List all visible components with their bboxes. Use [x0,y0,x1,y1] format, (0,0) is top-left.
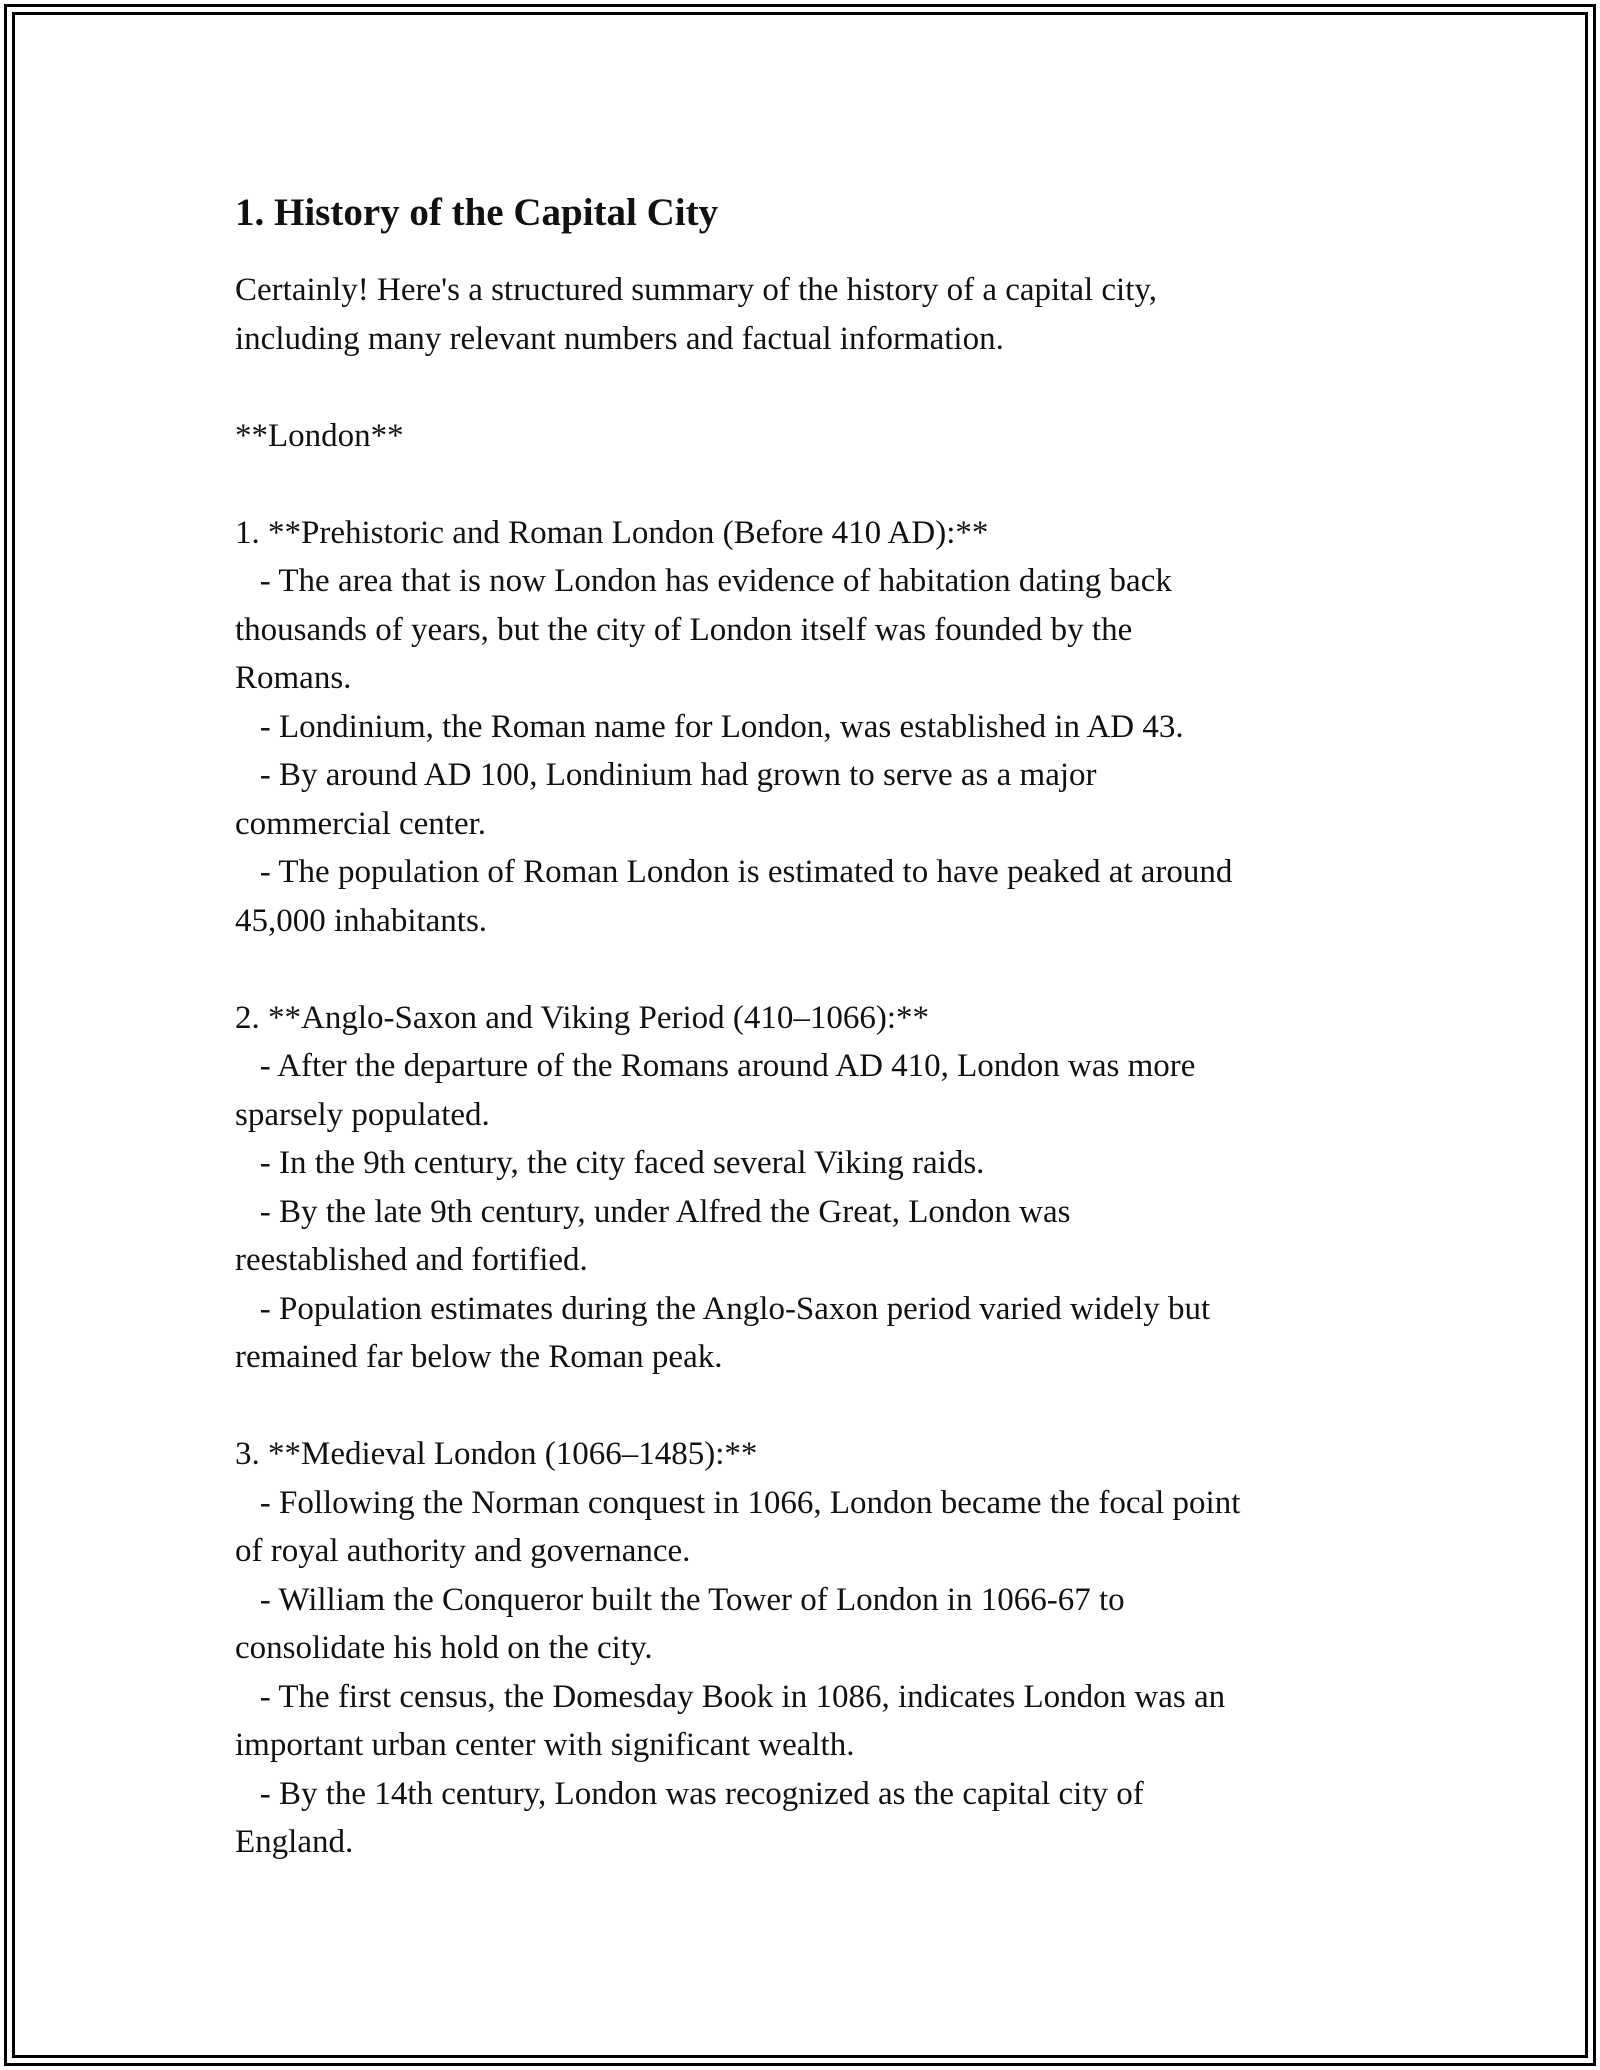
document-title: 1. History of the Capital City [235,191,719,234]
document-content [235,186,1375,1867]
document-body: Certainly! Here's a structured summary of the history of a capital city, including many relevant numbers and factual information. **London** 1. **Prehistoric and Roman London (Before 410 AD):** - The area that is now London has evidence of habitation dating back thousands of years, but the city of London itself was founded by the Romans. - Londinium, the Roman name for London, was established in AD 43. - By around AD 100, Londinium had grown to serve as a major commercial center. - The population of Roman London is estimated to have peaked at around 45,000 inhabitants. 2. **Anglo-Saxon and Viking Period (410–1066):** - After the departure of the Romans around AD 410, London was more sparsely populated. - In the 9th century, the city faced several Viking raids. - By the late 9th century, under Alfred the Great, London was reestablished and fortified. - Population estimates during the Anglo-Saxon period varied widely but remained far below the Roman peak. 3. **Medieval London (1066–1485):** - Following the Norman conquest in 1066, London became the focal point of royal authority and governance. - William the Conqueror built the Tower of London in 1066-67 to consolidate his hold on the city. - The first census, the Domesday Book in 1086, indicates London was an important urban center with significant wealth. - By the 14th century, London was recognized as the capital city of England. [235,272,1241,1860]
